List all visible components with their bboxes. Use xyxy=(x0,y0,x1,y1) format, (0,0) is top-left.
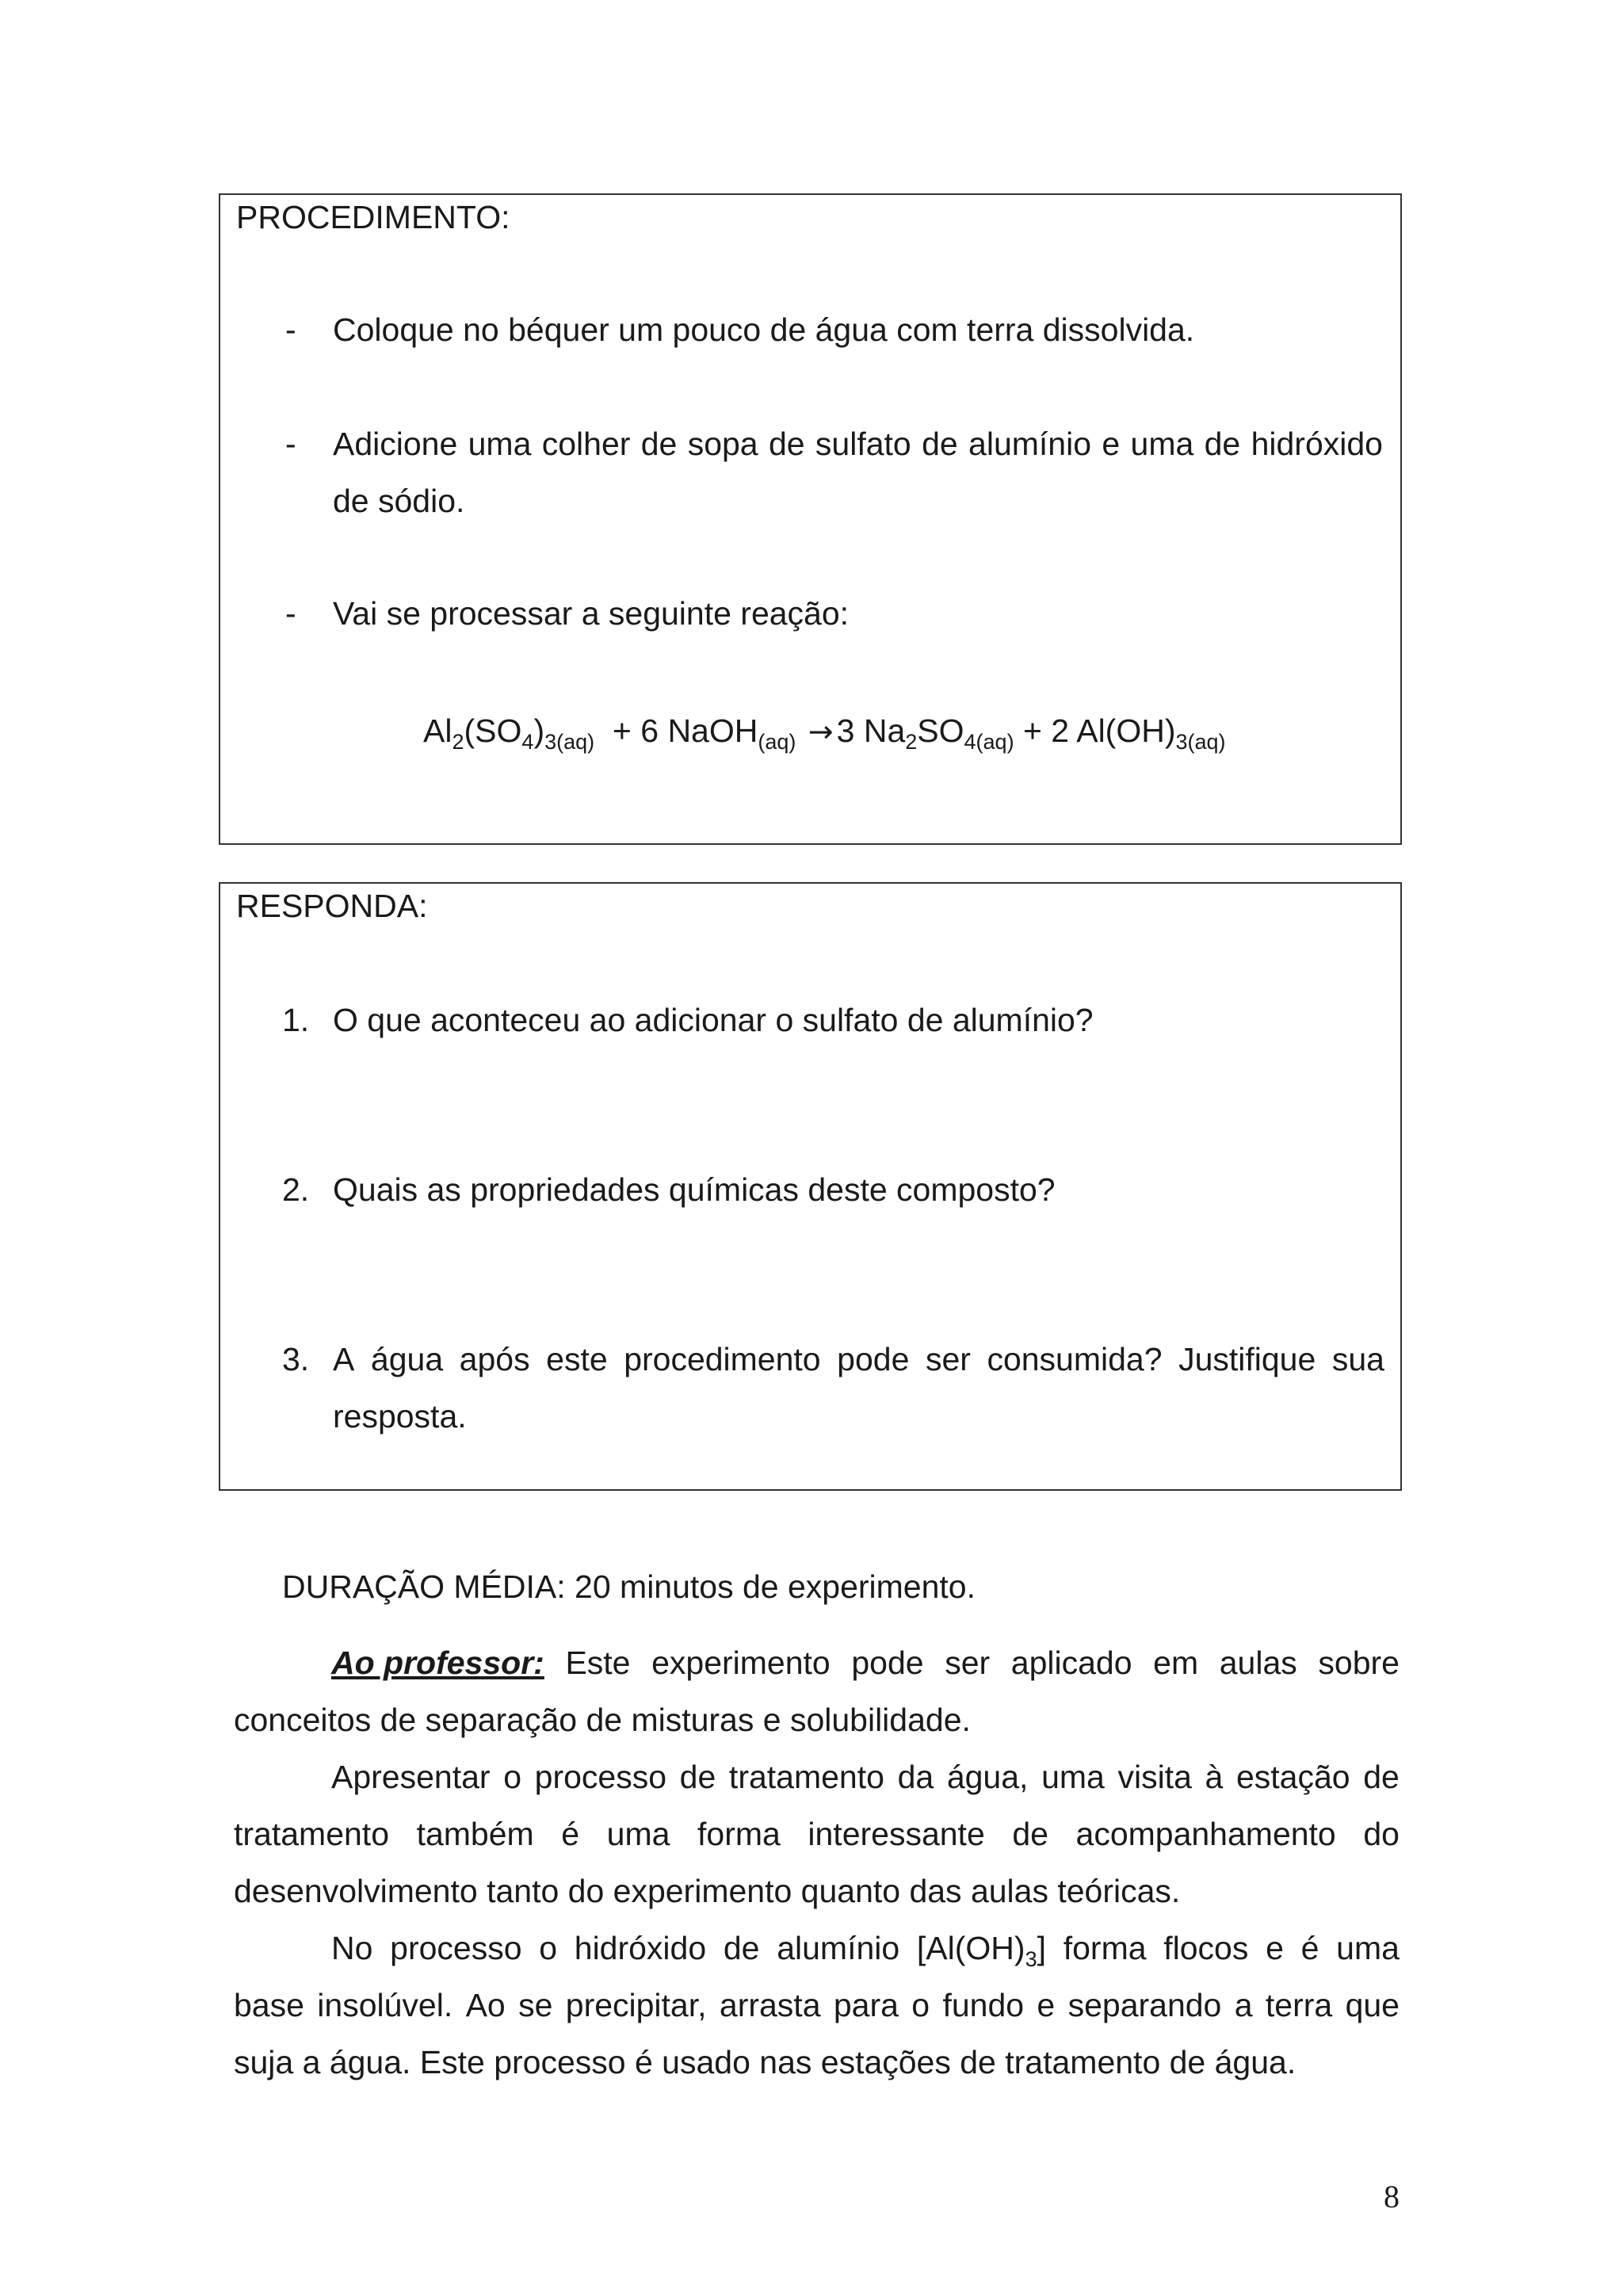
duracao-text: DURAÇÃO MÉDIA: 20 minutos de experimento. xyxy=(282,1568,976,1605)
word: insolúvel. xyxy=(317,1987,453,2023)
step3-text: Vai se processar a seguinte reação: xyxy=(333,595,850,632)
word: de xyxy=(1363,1759,1400,1795)
step2-line2: de sódio. xyxy=(333,483,465,519)
step3-dash: - xyxy=(285,595,296,632)
word: que xyxy=(1345,1987,1400,2023)
word: consumida? xyxy=(987,1341,1163,1377)
word: uma xyxy=(1041,1759,1105,1795)
word: e xyxy=(1037,1987,1056,2023)
word: estação xyxy=(1235,1759,1350,1795)
word: acompanhamento xyxy=(1075,1816,1336,1852)
word: a xyxy=(1234,1987,1253,2023)
word: Este xyxy=(565,1645,631,1681)
word: é xyxy=(561,1816,580,1852)
professor-p2-line2 xyxy=(234,1818,1400,1851)
word: em xyxy=(1153,1645,1199,1681)
word: alumínio xyxy=(968,426,1092,462)
word: se xyxy=(518,1987,553,2023)
word: pode xyxy=(851,1645,924,1681)
word: separando xyxy=(1067,1987,1222,2023)
word: interessante xyxy=(808,1816,985,1852)
word: arrasta xyxy=(719,1987,821,2023)
word: sulfato xyxy=(815,426,911,462)
word: à xyxy=(1205,1759,1224,1795)
word: tratamento xyxy=(234,1816,389,1852)
word: também xyxy=(416,1816,534,1852)
professor-p1-line2: conceitos de separação de misturas e solubilidade. xyxy=(234,1702,971,1738)
word: hidróxido xyxy=(574,1930,707,1966)
word: tratamento xyxy=(728,1759,884,1795)
word: o xyxy=(539,1930,558,1966)
word: procedimento xyxy=(624,1341,821,1377)
professor-p2-line1 xyxy=(331,1761,1400,1794)
word: Apresentar xyxy=(331,1759,491,1795)
word: No xyxy=(331,1930,373,1966)
question3-number: 3. xyxy=(282,1341,310,1377)
word: de xyxy=(768,426,805,462)
professor-label: Ao professor: xyxy=(331,1645,544,1681)
word: do xyxy=(1363,1816,1400,1852)
word: da xyxy=(897,1759,934,1795)
aluminum-hydroxide-formula: $[Al(OH)_3]$ xyxy=(916,1930,1046,1971)
word: de xyxy=(723,1930,760,1966)
word: visita xyxy=(1117,1759,1192,1795)
word: água, xyxy=(946,1759,1029,1795)
question1-number: 1. xyxy=(282,1002,310,1038)
professor-p3-line3: suja a água. Este processo é usado nas estações de tratamento de água. xyxy=(234,2044,1296,2080)
word: flocos xyxy=(1163,1930,1249,1966)
question2-number: 2. xyxy=(282,1171,310,1208)
word: o xyxy=(911,1987,930,2023)
word: sobre xyxy=(1318,1645,1400,1681)
word: sua xyxy=(1331,1341,1384,1377)
question3-line2: resposta. xyxy=(333,1398,467,1435)
professor-p3-line1 xyxy=(331,1930,1400,1971)
question3-line1 xyxy=(333,1343,1384,1376)
word: pode xyxy=(837,1341,910,1377)
word: este xyxy=(546,1341,608,1377)
step2-line1 xyxy=(333,428,1383,460)
chemical-equation: $Al_2(SO_4)_{3(aq)} + 6$ NaOH$_{(aq)}$ →3 $Na_2SO_{4(aq)} + 2$ $Al(OH)_{3(aq)}$ xyxy=(423,712,1226,754)
word: de xyxy=(679,1759,716,1795)
word: água xyxy=(370,1341,444,1377)
word: uma xyxy=(468,426,532,462)
word: A xyxy=(333,1341,355,1377)
professor-p1-line1 xyxy=(331,1647,1400,1679)
question2-text: Quais as propriedades químicas deste composto? xyxy=(333,1171,1056,1208)
procedimento-heading: PROCEDIMENTO: xyxy=(236,199,510,235)
professor-p3-line2 xyxy=(234,1989,1400,2022)
page-number: 8 xyxy=(1384,2179,1400,2214)
word: de xyxy=(1204,426,1241,462)
word: após xyxy=(459,1341,530,1377)
word: colher xyxy=(541,426,631,462)
question1-text: O que aconteceu ao adicionar o sulfato de alumínio? xyxy=(333,1002,1094,1038)
word: Justifique xyxy=(1178,1341,1316,1377)
word: base xyxy=(234,1987,304,2023)
step1-text: Coloque no béquer um pouco de água com terra dissolvida. xyxy=(333,311,1195,348)
word: e xyxy=(1266,1930,1284,1966)
word: precipitar, xyxy=(565,1987,707,2023)
word: fundo xyxy=(942,1987,1025,2023)
word: hidróxido xyxy=(1251,426,1383,462)
word: sopa xyxy=(687,426,758,462)
word: forma xyxy=(697,1816,781,1852)
word: terra xyxy=(1265,1987,1333,2023)
word: processo xyxy=(534,1759,667,1795)
step1-dash: - xyxy=(285,311,296,348)
word: experimento xyxy=(651,1645,831,1681)
reaction-arrow-icon: → xyxy=(808,714,834,749)
word: uma xyxy=(1336,1930,1400,1966)
word: processo xyxy=(390,1930,522,1966)
word: aulas xyxy=(1219,1645,1297,1681)
word: ser xyxy=(945,1645,991,1681)
word: é xyxy=(1300,1930,1319,1966)
word: Adicione xyxy=(333,426,458,462)
word: de xyxy=(640,426,678,462)
word: ser xyxy=(925,1341,971,1377)
responda-heading: RESPONDA: xyxy=(236,888,428,924)
word: o xyxy=(503,1759,522,1795)
word: uma xyxy=(1130,426,1194,462)
word: de xyxy=(922,426,958,462)
word: aplicado xyxy=(1010,1645,1132,1681)
word: Ao xyxy=(465,1987,506,2023)
responda-box xyxy=(219,882,1402,1491)
professor-p2-line3: desenvolvimento tanto do experimento quanto das aulas teóricas. xyxy=(234,1873,1181,1909)
step2-dash: - xyxy=(285,426,296,462)
word: forma xyxy=(1063,1930,1147,1966)
word: de xyxy=(1012,1816,1048,1852)
word: e xyxy=(1102,426,1121,462)
word: para xyxy=(833,1987,899,2023)
word: uma xyxy=(606,1816,670,1852)
word: alumínio xyxy=(777,1930,900,1966)
